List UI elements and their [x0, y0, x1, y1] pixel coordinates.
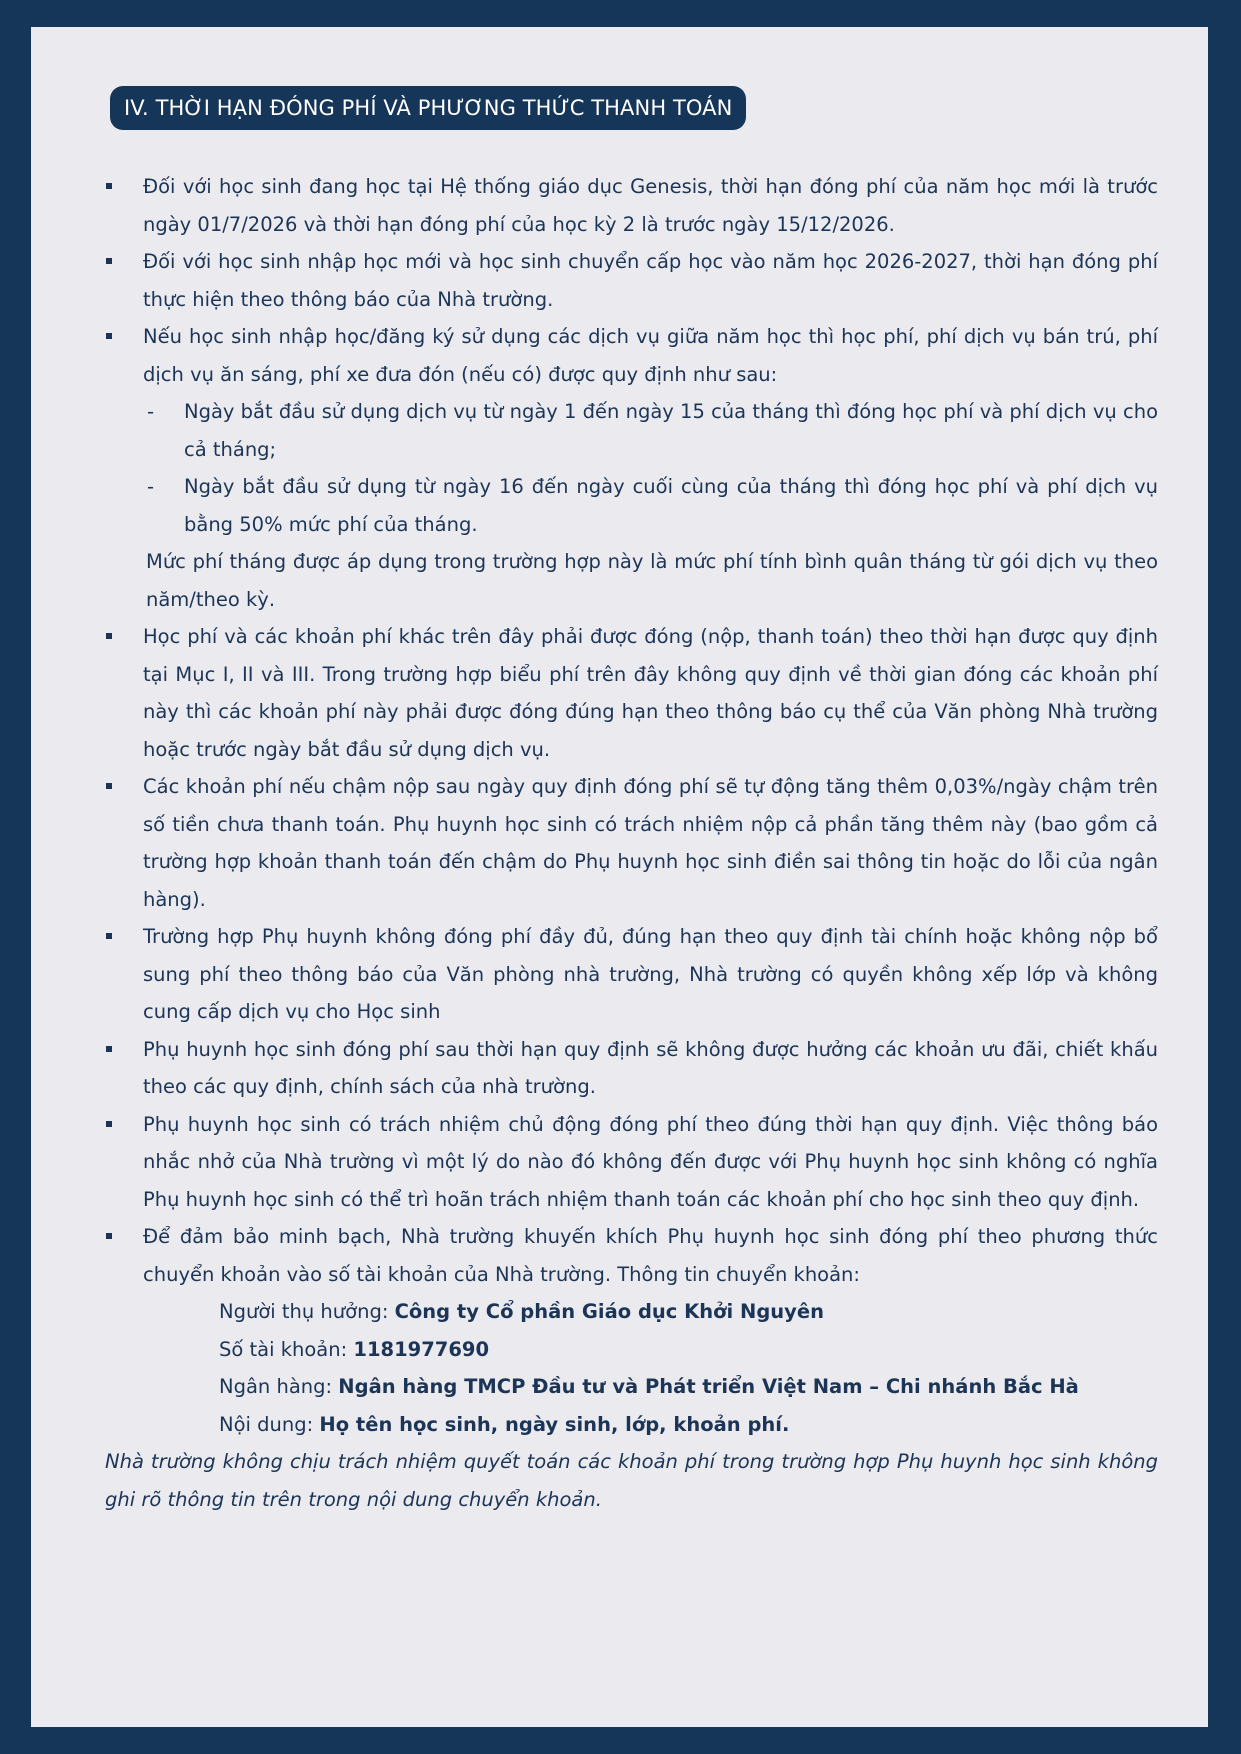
beneficiary-row: [219, 1293, 1158, 1331]
list-item-text: Đối với học sinh nhập học mới và học sinh chuyển cấp học vào năm học 2026-2027, thời hạn đóng phí thực hiện theo thông báo của Nhà trường.: [143, 250, 1158, 311]
list-item: [105, 1106, 1158, 1219]
section-body: [105, 168, 1158, 1518]
bullet-marker-icon: [106, 783, 112, 789]
bullet-marker-icon: [106, 258, 112, 264]
transfer-content-row: [219, 1406, 1158, 1444]
sub-list-item-text: Ngày bắt đầu sử dụng từ ngày 16 đến ngày cuối cùng của tháng thì đóng học phí và phí dịch vụ bằng 50% mức phí của tháng.: [184, 475, 1158, 536]
list-item-text: Trường hợp Phụ huynh không đóng phí đầy đủ, đúng hạn theo quy định tài chính hoặc không nộp bổ sung phí theo thông báo của Văn phòng nhà trường, Nhà trường có quyền không xếp lớp và không cung cấp dịch vụ cho Học sinh: [143, 925, 1158, 1023]
list-item-text: Nếu học sinh nhập học/đăng ký sử dụng các dịch vụ giữa năm học thì học phí, phí dịch vụ bán trú, phí dịch vụ ăn sáng, phí xe đưa đón (nếu có) được quy định như sau:: [143, 325, 1158, 386]
list-item-text: Phụ huynh học sinh đóng phí sau thời hạn quy định sẽ không được hưởng các khoản ưu đãi, chiết khấu theo các quy định, chính sách của nhà trường.: [143, 1037, 1158, 1098]
bank-name-label: Ngân hàng:: [219, 1375, 339, 1398]
bullet-marker-icon: [106, 333, 112, 339]
list-item: [105, 1031, 1158, 1106]
bullet-marker-icon: [106, 933, 112, 939]
sub-list-item: [143, 393, 1158, 468]
list-item: [105, 918, 1158, 1031]
list-item-text: Để đảm bảo minh bạch, Nhà trường khuyến khích Phụ huynh học sinh đóng phí theo phương thức chuyển khoản vào số tài khoản của Nhà trường. Thông tin chuyển khoản:: [143, 1225, 1158, 1286]
bank-name-row: [219, 1368, 1158, 1406]
list-item: [105, 768, 1158, 918]
bullet-marker-icon: [106, 633, 112, 639]
account-number-label: Số tài khoản:: [219, 1337, 354, 1361]
list-item-text: Đối với học sinh đang học tại Hệ thống giáo dục Genesis, thời hạn đóng phí của năm học mới là trước ngày 01/7/2026 và thời hạn đóng phí của học kỳ 2 là trước ngày 15/12/2026.: [143, 175, 1158, 236]
bullet-marker-icon: [106, 1121, 112, 1127]
account-number-row: [219, 1331, 1158, 1369]
transfer-content-value: Họ tên học sinh, ngày sinh, lớp, khoản phí.: [319, 1412, 790, 1436]
list-item: [105, 618, 1158, 768]
dash-marker: -: [147, 400, 155, 423]
sub-list: [143, 393, 1158, 543]
list-item: [105, 243, 1158, 318]
list-item: [105, 1218, 1158, 1293]
list-item: [105, 168, 1158, 243]
list-item-text: Các khoản phí nếu chậm nộp sau ngày quy định đóng phí sẽ tự động tăng thêm 0,03%/ngày chậm trên số tiền chưa thanh toán. Phụ huynh học sinh có trách nhiệm nộp cả phần tăng thêm này (bao gồm cả trường hợp khoản thanh toán đến chậm do Phụ huynh học sinh điền sai thông tin hoặc do lỗi của ngân hàng).: [143, 775, 1158, 911]
closing-note: Nhà trường không chịu trách nhiệm quyết toán các khoản phí trong trường hợp Phụ huynh học sinh không ghi rõ thông tin trên trong nội dung chuyển khoản.: [105, 1450, 1158, 1511]
sub-list-item: [143, 468, 1158, 543]
account-number-value: 1181977690: [353, 1337, 490, 1361]
list-item-text: Phụ huynh học sinh có trách nhiệm chủ động đóng phí theo đúng thời hạn quy định. Việc thông báo nhắc nhở của Nhà trường vì một lý do nào đó không đến được với Phụ huynh học sinh không có nghĩa Phụ huynh học sinh có thể trì hoãn trách nhiệm thanh toán các khoản phí cho học sinh theo quy định.: [143, 1112, 1158, 1211]
sub-list-item-text: Ngày bắt đầu sử dụng dịch vụ từ ngày 1 đến ngày 15 của tháng thì đóng học phí và phí dịch vụ cho cả tháng;: [184, 400, 1158, 461]
page-content: [105, 86, 1158, 1518]
list-item: [105, 318, 1158, 618]
sub-note: Mức phí tháng được áp dụng trong trường hợp này là mức phí tính bình quân tháng từ gói dịch vụ theo năm/theo kỳ.: [146, 550, 1158, 611]
bullet-marker-icon: [106, 1233, 112, 1239]
document-page: [31, 27, 1208, 1727]
bank-transfer-info: [105, 1293, 1158, 1443]
dash-marker: -: [147, 475, 155, 498]
bullet-marker-icon: [106, 183, 112, 189]
bullet-list: [105, 168, 1158, 1293]
transfer-content-label: Nội dung:: [219, 1412, 320, 1436]
bank-name-value: Ngân hàng TMCP Đầu tư và Phát triển Việt Nam – Chi nhánh Bắc Hà: [338, 1375, 1079, 1398]
beneficiary-label: Người thụ hưởng:: [219, 1300, 395, 1323]
list-item-text: Học phí và các khoản phí khác trên đây phải được đóng (nộp, thanh toán) theo thời hạn được quy định tại Mục I, II và III. Trong trường hợp biểu phí trên đây không quy định về thời gian đóng các khoản phí này thì các khoản phí này phải được đóng đúng hạn theo thông báo cụ thể của Văn phòng Nhà trường hoặc trước ngày bắt đầu sử dụng dịch vụ.: [143, 625, 1158, 761]
bullet-marker-icon: [106, 1046, 112, 1052]
beneficiary-value: Công ty Cổ phần Giáo dục Khởi Nguyên: [394, 1300, 824, 1323]
section-title: IV. THỜI HẠN ĐÓNG PHÍ VÀ PHƯƠNG THỨC THANH TOÁN: [110, 86, 746, 130]
